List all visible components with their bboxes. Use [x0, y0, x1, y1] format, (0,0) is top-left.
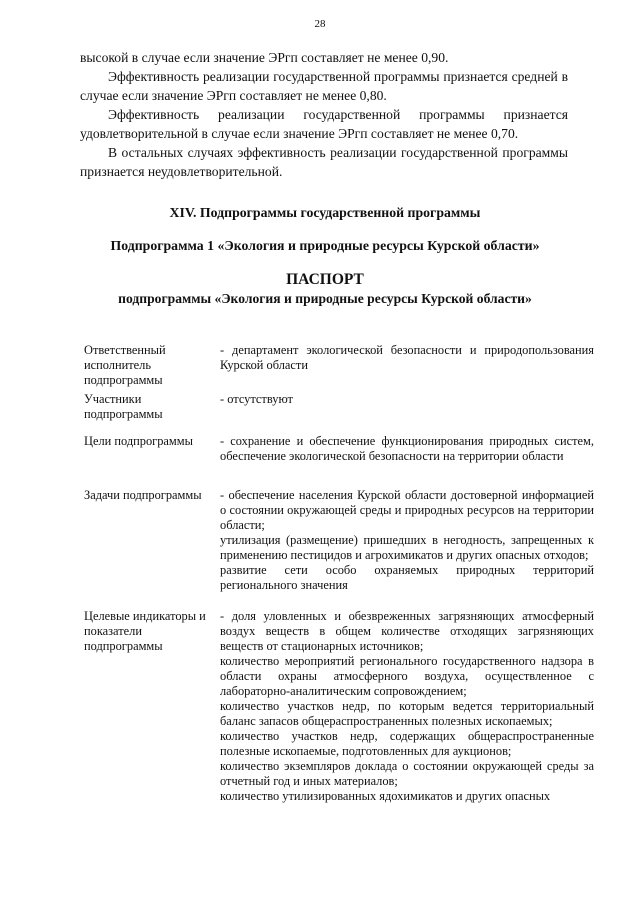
row-value-line: утилизация (размещение) пришедших в негодность, запрещенных к применению пестицидов и агрохимикатов и других опасных отходов;	[220, 533, 594, 562]
intro-paragraph: В остальных случаях эффективность реализации государственной программы признается неудовлетворительной.	[80, 145, 568, 179]
passport-title: ПАСПОРТ	[286, 271, 364, 288]
subprogram-title: Подпрограмма 1 «Экология и природные ресурсы Курской области»	[110, 238, 540, 253]
intro-paragraph: Эффективность реализации государственной программы признается средней в случае если значение ЭРгп составляет не менее 0,80.	[80, 69, 568, 103]
passport-row	[84, 434, 594, 488]
passport-row	[84, 609, 594, 804]
row-value	[220, 434, 594, 488]
row-value-line: количество участков недр, по которым ведется территориальный баланс запасов общераспространенных полезных ископаемых;	[220, 699, 594, 728]
row-value-line: - обеспечение населения Курской области достоверной информацией о состоянии окружающей среды и природных ресурсов на территории области;	[220, 488, 594, 532]
passport-row	[84, 392, 594, 434]
row-value	[220, 392, 594, 434]
row-value-line: - департамент экологической безопасности и природопользования Курской области	[220, 343, 594, 372]
passport-row	[84, 488, 594, 609]
row-label: Целевые индикаторы и показатели подпрограммы	[84, 609, 206, 653]
intro-text	[80, 48, 568, 181]
row-value	[220, 488, 594, 609]
row-value-line: количество утилизированных ядохимикатов и других опасных	[220, 789, 551, 803]
row-label: Ответственный исполнитель подпрограммы	[84, 343, 166, 387]
row-label: Участники подпрограммы	[84, 392, 163, 421]
row-value-line: количество участков недр, содержащих общераспространенные полезные ископаемые, подготовленных для аукционов;	[220, 729, 594, 758]
row-label: Цели подпрограммы	[84, 434, 193, 448]
section-title: XIV. Подпрограммы государственной программы	[169, 205, 481, 220]
row-value-line: - отсутствуют	[220, 392, 293, 406]
row-label: Задачи подпрограммы	[84, 488, 202, 502]
intro-paragraph: высокой в случае если значение ЭРгп составляет не менее 0,90.	[80, 50, 449, 65]
intro-paragraph: Эффективность реализации государственной программы признается удовлетворительной в случае если значение ЭРгп составляет не менее 0,70.	[80, 107, 568, 141]
row-value-line: развитие сети особо охраняемых природных территорий регионального значения	[220, 563, 594, 592]
passport-table	[84, 343, 594, 804]
row-value-line: - доля уловленных и обезвреженных загрязняющих атмосферный воздух веществ в общем количестве отходящих загрязняющих веществ от стационарных источников;	[220, 609, 594, 653]
row-value-line: - сохранение и обеспечение функционирования природных систем, обеспечение экологической безопасности на территории области	[220, 434, 594, 463]
row-value-line: количество мероприятий регионального государственного надзора в области охраны атмосферного воздуха, осуществленное с лабораторно-аналитическим сопровождением;	[220, 654, 594, 698]
passport-subtitle: подпрограммы «Экология и природные ресурсы Курской области»	[118, 291, 532, 306]
page-number: 28	[314, 18, 326, 30]
row-value	[220, 609, 594, 804]
passport-row	[84, 343, 594, 392]
row-value-line: количество экземпляров доклада о состоянии окружающей среды за отчетный год и иных материалов;	[220, 759, 594, 788]
row-value	[220, 343, 594, 392]
